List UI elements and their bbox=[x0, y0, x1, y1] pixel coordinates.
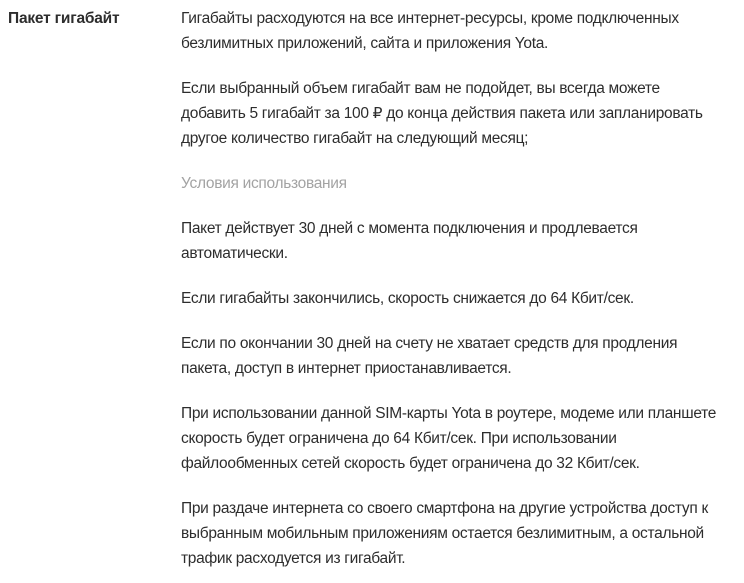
paragraph-gigabytes-usage: Гигабайты расходуются на все интернет-ресурсы, кроме подключенных безлимитных приложений, сайта и приложения Yota. bbox=[181, 10, 679, 52]
paragraph-add-gigabytes: Если выбранный объем гигабайт вам не подойдет, вы всегда можете добавить 5 гигабайт за 100 ₽ до конца действия пакета или запланировать другое количество гигабайт на следующий месяц; bbox=[181, 80, 703, 147]
paragraph-package-duration: Пакет действует 30 дней с момента подключения и продлевается автоматически. bbox=[181, 220, 638, 262]
paragraph-speed-reduction: Если гигабайты закончились, скорость снижается до 64 Кбит/сек. bbox=[181, 290, 634, 307]
paragraph-insufficient-funds: Если по окончании 30 дней на счету не хватает средств для продления пакета, доступ в интернет приостанавливается. bbox=[181, 335, 678, 377]
section-content-column bbox=[181, 6, 723, 571]
paragraph-tethering: При раздаче интернета со своего смартфона на другие устройства доступ к выбранным мобильным приложениям остается безлимитным, а остальной трафик расходуется из гигабайт. bbox=[181, 500, 708, 567]
section-title: Пакет гигабайт bbox=[8, 10, 120, 27]
usage-terms-subheading: Условия использования bbox=[181, 175, 347, 192]
paragraph-sim-usage-limits: При использовании данной SIM-карты Yota в роутере, модеме или планшете скорость будет ограничена до 64 Кбит/сек. При использовании файлообменных сетей скорость будет ограничена до 32 Кбит/сек. bbox=[181, 405, 717, 472]
section-label-column bbox=[8, 6, 181, 31]
